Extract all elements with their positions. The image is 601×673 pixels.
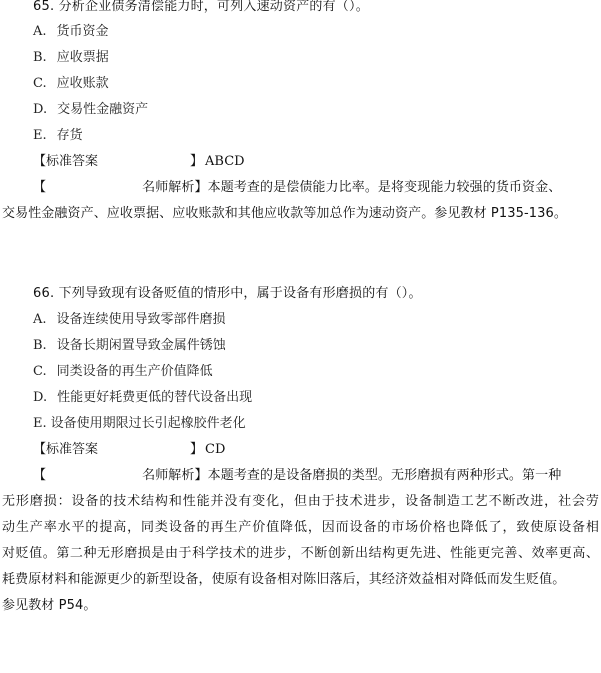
q66-explanation-line-3: 动生产率水平的提高，同类设备的再生产价值降低，因而设备的市场价格也降低了，致使原设备相 bbox=[2, 520, 599, 535]
q66-answer-label: 【标准答案 bbox=[33, 442, 99, 457]
q66-option-c bbox=[33, 362, 213, 382]
q66-explain-text-1: 本题考查的是设备磨损的类型。无形磨损有两种形式。第一种 bbox=[207, 468, 562, 483]
q65-option-a bbox=[33, 22, 109, 42]
q66-explanation-line-2: 无形磨损：设备的技术结构和性能并没有变化，但由于技术进步，设备制造工艺不断改进，社会劳 bbox=[2, 494, 599, 509]
q65-option-c bbox=[33, 74, 109, 94]
q65-explain-label: 名师解析】 bbox=[142, 180, 208, 195]
q65-option-d-text: 交易性金融资产 bbox=[57, 102, 149, 117]
q66-explanation-line-1 bbox=[33, 466, 561, 486]
q65-option-d-letter: D. bbox=[33, 102, 48, 117]
q65-explanation-line-1 bbox=[33, 178, 561, 198]
q66-option-d-letter: D. bbox=[33, 390, 48, 405]
q65-stem: 65. 分析企业债务清偿能力时，可列入速动资产的有（）。 bbox=[33, 0, 369, 14]
q66-option-b-text: 设备长期闲置导致金属件锈蚀 bbox=[56, 338, 226, 353]
q66-option-e bbox=[33, 414, 246, 434]
q65-option-c-letter: C. bbox=[33, 76, 47, 91]
q66-stem: 66. 下列导致现有设备贬值的情形中，属于设备有形磨损的有（）。 bbox=[33, 286, 422, 301]
q65-option-e-text: 存货 bbox=[56, 128, 83, 143]
q66-option-e-text: 设备使用期限过长引起橡胶件老化 bbox=[50, 416, 246, 431]
q66-option-b bbox=[33, 336, 226, 356]
q66-option-c-letter: C. bbox=[33, 364, 47, 379]
q66-explanation-line-4: 对贬值。第二种无形磨损是由于科学技术的进步，不断创新出结构更先进、性能更完善、效率更高、 bbox=[2, 546, 599, 561]
q65-option-b bbox=[33, 48, 109, 68]
q66-explain-open: 【 bbox=[33, 468, 47, 483]
q65-answer-label: 【标准答案 bbox=[33, 154, 99, 169]
q66-option-e-letter: E. bbox=[33, 416, 47, 431]
q66-explanation-line-6: 参见教材 P54。 bbox=[2, 598, 97, 613]
q66-option-a-text: 设备连续使用导致零部件磨损 bbox=[56, 312, 226, 327]
q66-option-d-text: 性能更好耗费更低的替代设备出现 bbox=[57, 390, 253, 405]
q65-answer bbox=[33, 152, 245, 172]
q65-option-c-text: 应收账款 bbox=[56, 76, 109, 91]
q65-option-b-text: 应收票据 bbox=[56, 50, 109, 65]
q65-explain-open: 【 bbox=[33, 180, 47, 195]
q65-explanation-line-2: 交易性金融资产、应收票据、应收账款和其他应收款等加总作为速动资产。参见教材 P135-136。 bbox=[2, 206, 567, 221]
q65-answer-value: ABCD bbox=[205, 154, 245, 169]
q66-option-d bbox=[33, 388, 252, 408]
q66-option-b-letter: B. bbox=[33, 338, 47, 353]
q66-answer bbox=[33, 440, 225, 460]
q66-explain-label: 名师解析】 bbox=[142, 468, 208, 483]
q66-option-a-letter: A. bbox=[33, 312, 47, 327]
q66-explanation-line-5: 耗费原材料和能源更少的新型设备，使原有设备相对陈旧落后，其经济效益相对降低而发生贬值。 bbox=[2, 572, 566, 587]
q65-answer-close: 】 bbox=[190, 154, 204, 169]
q66-answer-value: CD bbox=[205, 442, 226, 457]
q65-option-b-letter: B. bbox=[33, 50, 47, 65]
q66-option-c-text: 同类设备的再生产价值降低 bbox=[56, 364, 213, 379]
q65-option-a-text: 货币资金 bbox=[56, 24, 109, 39]
q65-option-d bbox=[33, 100, 148, 120]
q65-explain-text-1: 本题考查的是偿债能力比率。是将变现能力较强的货币资金、 bbox=[207, 180, 562, 195]
q66-answer-close: 】 bbox=[190, 442, 204, 457]
q65-option-e bbox=[33, 126, 83, 146]
q65-option-a-letter: A. bbox=[33, 24, 47, 39]
q65-option-e-letter: E. bbox=[33, 128, 47, 143]
q66-option-a bbox=[33, 310, 226, 330]
